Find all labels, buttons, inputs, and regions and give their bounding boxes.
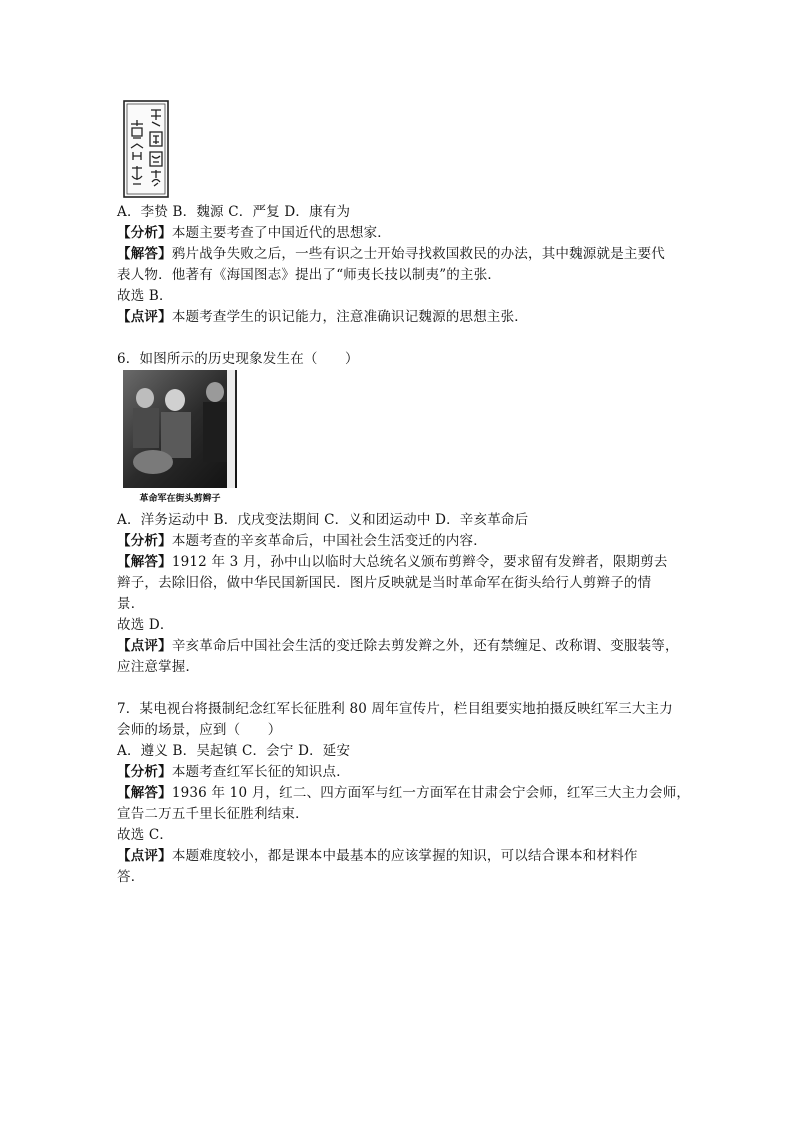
q7-comment-line-2: 答． [117,869,145,885]
q5-comment: 【点评】本题考查学生的识记能力，注意准确识记魏源的思想主张． [117,309,529,325]
seal-stamp-icon [123,100,169,198]
q7-comment-line-1: 【点评】本题难度较小，都是课本中最基本的应该掌握的知识，可以结合课本和材料作 [117,848,638,864]
solution-tag: 【解答】 [117,554,172,570]
historical-photo [123,370,237,506]
solution-tag: 【解答】 [117,785,172,801]
comment-tag: 【点评】 [117,638,172,654]
q5-solution-line-2: 表人物．他著有《海国图志》提出了“师夷长技以制夷”的主张． [117,267,502,283]
q6-options: A．洋务运动中 B．戊戌变法期间 C．义和团运动中 D．辛亥革命后 [117,512,529,528]
q5-answer: 故选 B． [117,288,173,304]
q6-answer: 故选 D． [117,617,174,633]
comment-tag: 【点评】 [117,309,172,325]
document-page [117,100,717,888]
q7-solution-line-1: 【解答】1936 年 10 月，红二、四方面军与红一方面军在甘肃会宁会师，红军三大主力会师， [117,785,691,801]
solution-tag: 【解答】 [117,246,172,262]
q5-solution-line-1: 【解答】鸦片战争失败之后，一些有识之士开始寻找救国救民的办法，其中魏源就是主要代 [117,246,666,262]
q7-answer: 故选 C． [117,827,174,843]
q5-analysis: 【分析】本题主要考查了中国近代的思想家． [117,225,392,241]
q7-question-line-2: 会师的场景，应到（ ） [117,722,282,738]
q7-solution-line-2: 宣告二万五千里长征胜利结束． [117,806,309,822]
analysis-tag: 【分析】 [117,533,172,549]
queue-cutting-photo-icon [123,370,237,506]
q6-analysis: 【分析】本题考查的辛亥革命后，中国社会生活变迁的内容． [117,533,487,549]
photo-caption: 革命军在街头剪辫子 [139,494,221,504]
q6-solution-line-2: 辫子，去除旧俗，做中华民国新国民．图片反映就是当时革命军在街头给行人剪辫子的情 [117,575,652,591]
analysis-tag: 【分析】 [117,764,172,780]
q6-question: 6．如图所示的历史现象发生在（ ） [117,351,359,367]
analysis-tag: 【分析】 [117,225,172,241]
q6-solution-line-3: 景． [117,596,145,612]
seal-image [123,100,169,198]
q6-comment-line-1: 【点评】辛亥革命后中国社会生活的变迁除去剪发辫之外，还有禁缠足、改称谓、变服装等， [117,638,679,654]
q7-options: A．遵义 B．吴起镇 C．会宁 D．延安 [117,743,351,759]
q6-comment-line-2: 应注意掌握． [117,659,200,675]
q6-solution-line-1: 【解答】1912 年 3 月，孙中山以临时大总统名义颁布剪辫令，要求留有发辫者，限期剪去 [117,554,668,570]
q5-options: A．李贽 B．魏源 C．严复 D．康有为 [117,204,351,220]
q7-question-line-1: 7．某电视台将摄制纪念红军长征胜利 80 周年宣传片，栏目组要实地拍摄反映红军三大主力 [117,701,673,717]
comment-tag: 【点评】 [117,848,172,864]
q7-analysis: 【分析】本题考查红军长征的知识点． [117,764,350,780]
